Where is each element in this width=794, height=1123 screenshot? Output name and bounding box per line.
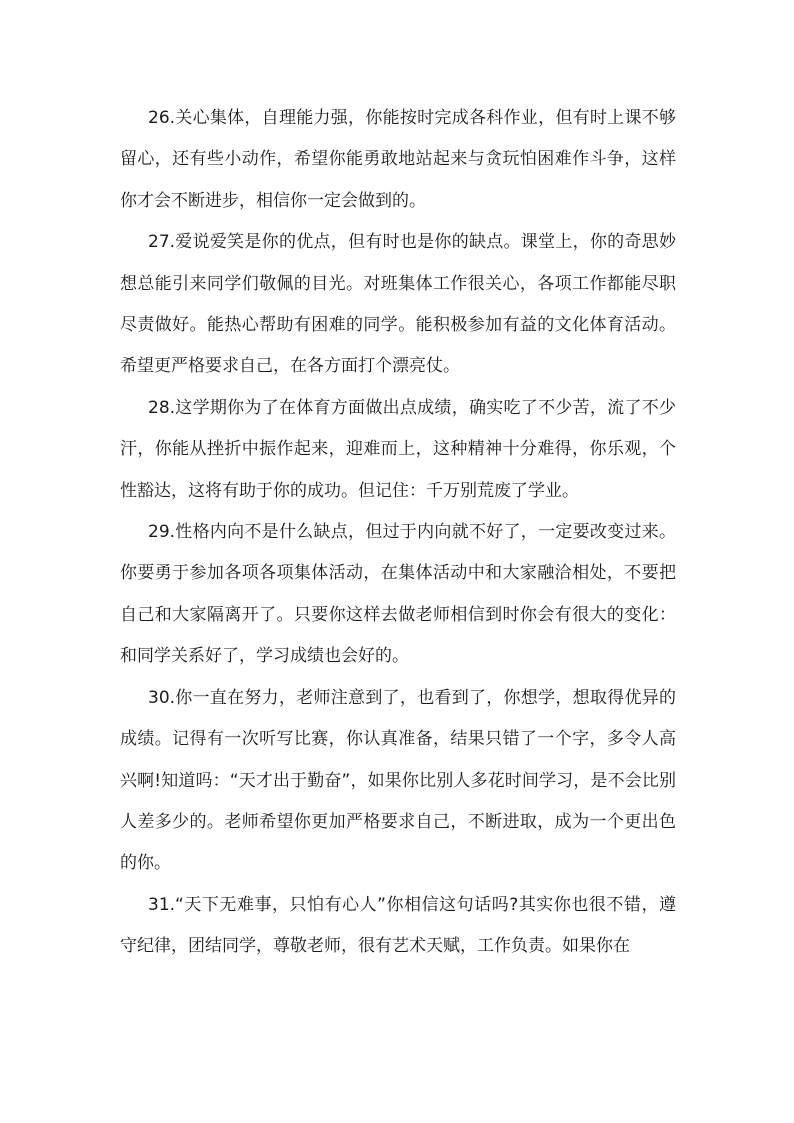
- paragraph-26: 26.关心集体，自理能力强，你能按时完成各科作业，但有时上课不够留心，还有些小动作，希望你能勇敢地站起来与贪玩怕困难作斗争，这样你才会不断进步，相信你一定会做到的。: [120, 108, 676, 211]
- paragraph-31: 31.“天下无难事，只怕有心人”你相信这句话吗?其实你也很不错，遵守纪律，团结同学，尊敬老师，很有艺术天赋，工作负责。如果你在: [120, 894, 676, 957]
- paragraph-29: 29.性格内向不是什么缺点，但过于内向就不好了，一定要改变过来。你要勇于参加各项各项集体活动，在集体活动中和大家融洽相处，不要把自己和大家隔离开了。只要你这样去做老师相信到时你会有很大的变化：和同学关系好了，学习成绩也会好的。: [120, 522, 676, 667]
- document-body: [120, 98, 676, 968]
- paragraph-28: 28.这学期你为了在体育方面做出点成绩，确实吃了不少苦，流了不少汗，你能从挫折中振作起来，迎难而上，这种精神十分难得，你乐观，个性豁达，这将有助于你的成功。但记住：千万别荒废了学业。: [120, 397, 676, 501]
- paragraph-30: 30.你一直在努力，老师注意到了，也看到了，你想学，想取得优异的成绩。记得有一次听写比赛，你认真准备，结果只错了一个字，多令人高兴啊!知道吗：“天才出于勤奋”，如果你比别人多花时间学习，是不会比别人差多少的。老师希望你更加严格要求自己，不断进取，成为一个更出色的你。: [120, 687, 676, 874]
- paragraph-27: 27.爱说爱笑是你的优点，但有时也是你的缺点。课堂上，你的奇思妙想总能引来同学们敬佩的目光。对班集体工作很关心，各项工作都能尽职尽责做好。能热心帮助有困难的同学。能积极参加有益的文化体育活动。希望更严格要求自己，在各方面打个漂亮仗。: [120, 232, 676, 377]
